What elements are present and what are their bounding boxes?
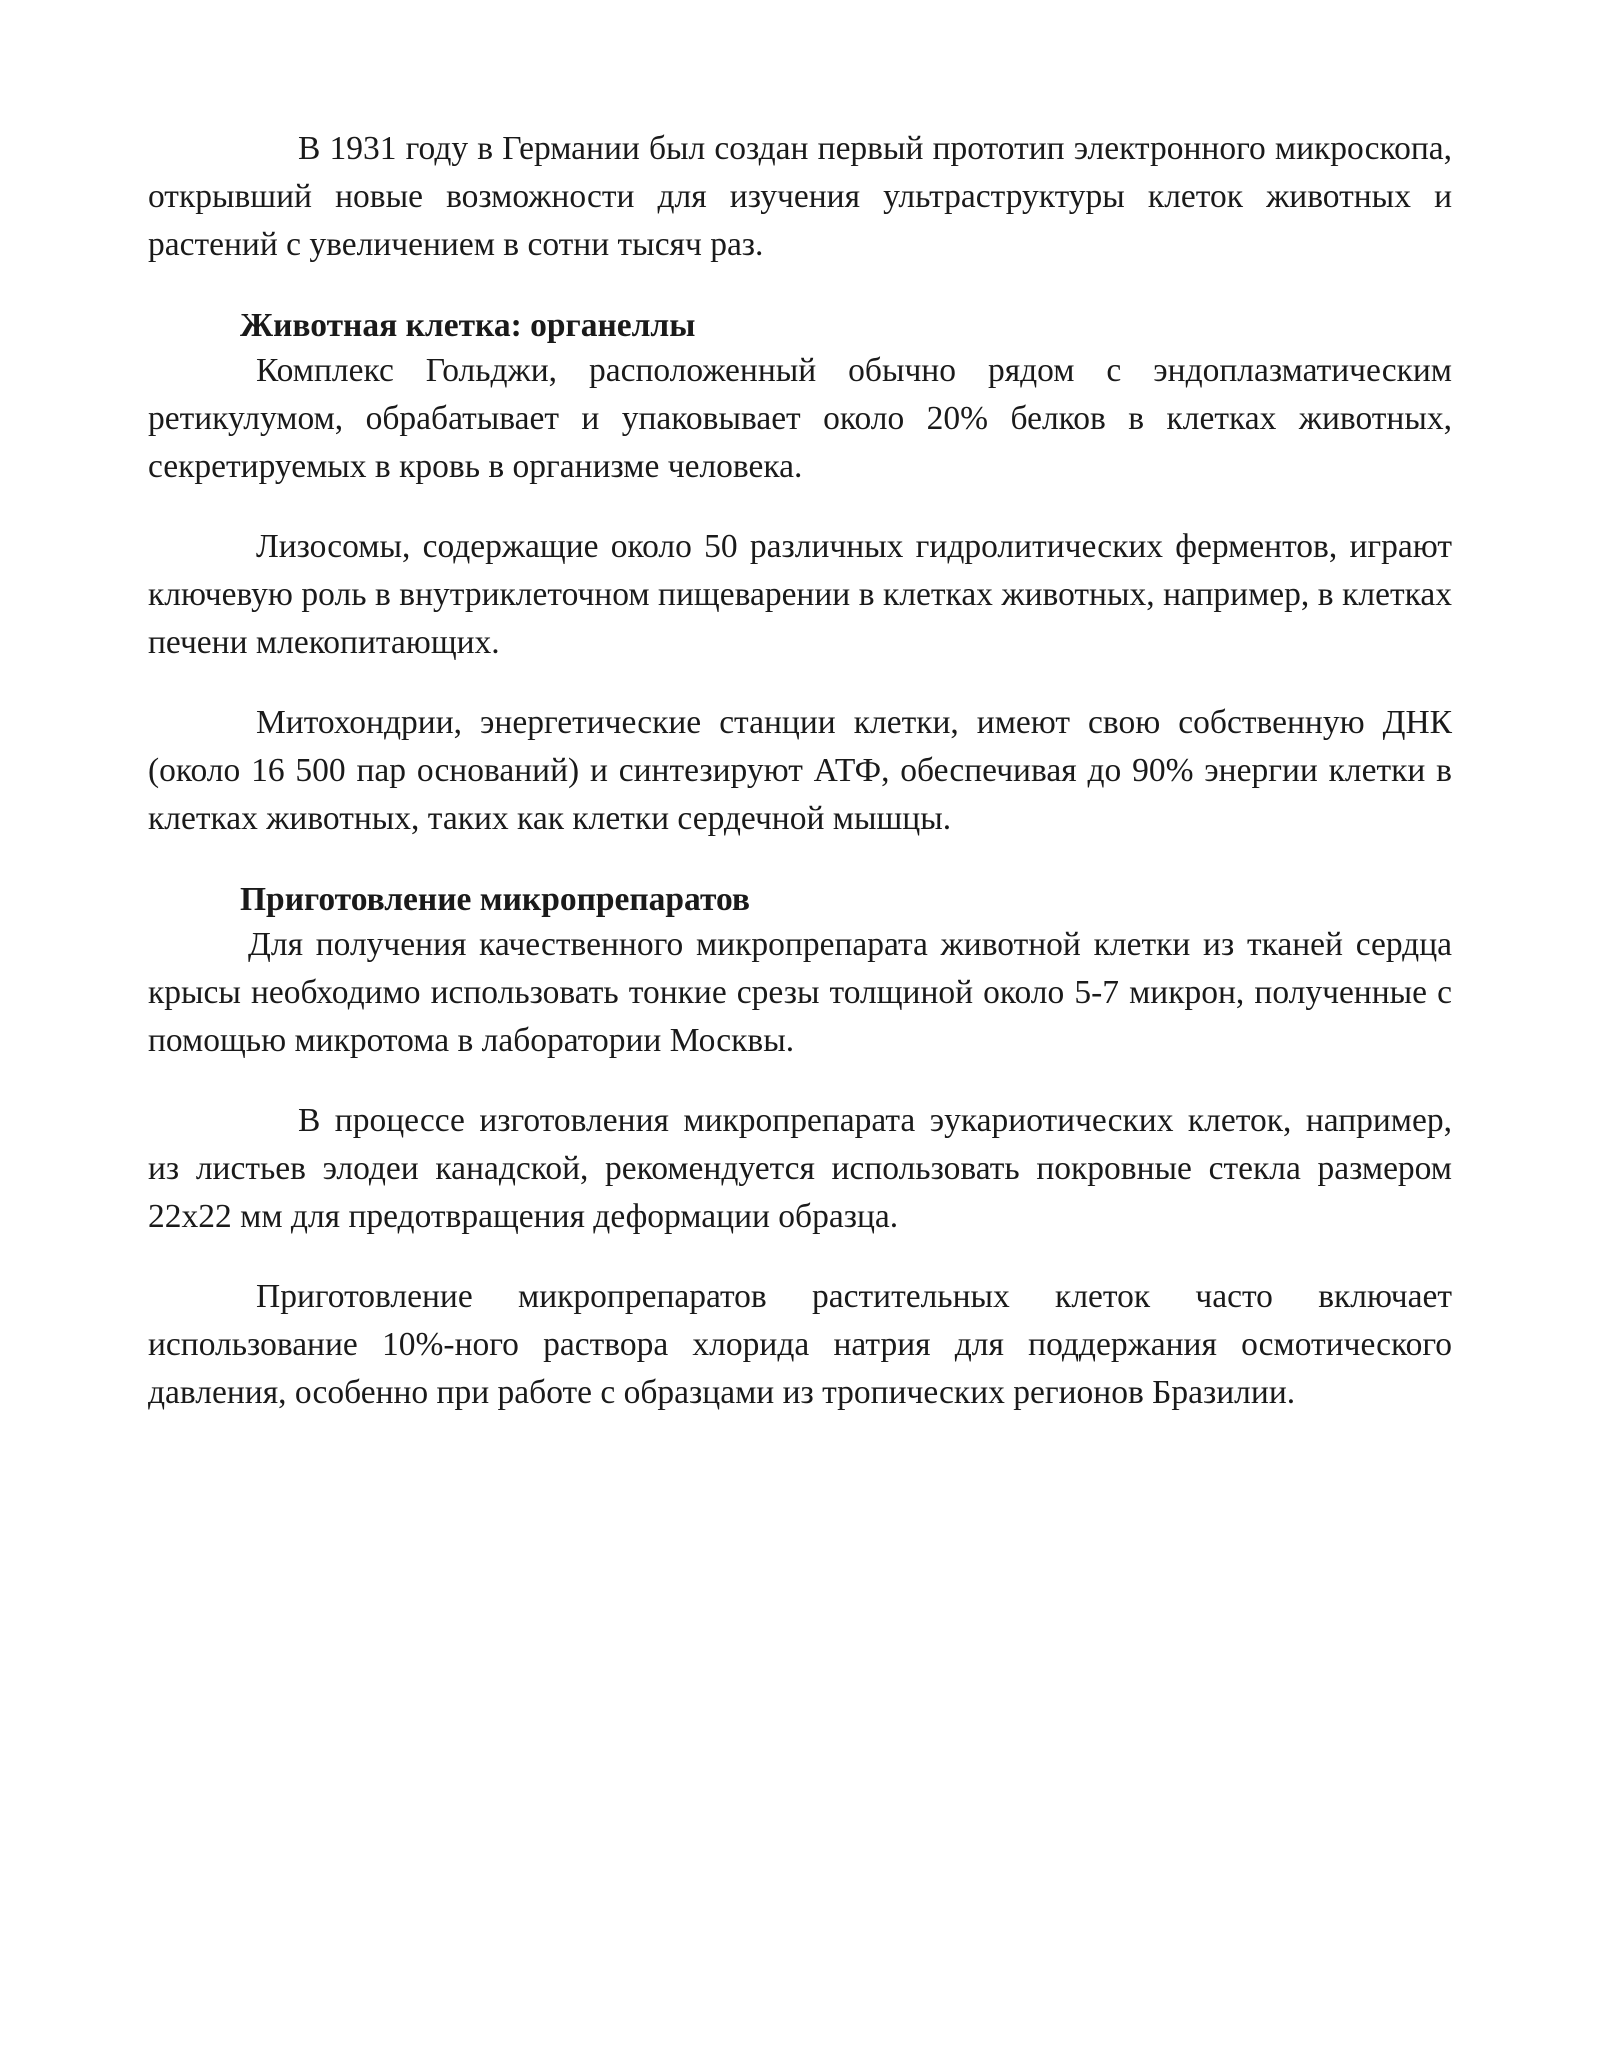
- paragraph-saline-solution: Приготовление микропрепаратов растительных клеток часто включает использование 10%-ного раствора хлорида натрия для поддержания осмотического давления, особенно при работе с образцами из тропических регионов Бразилии.: [148, 1278, 1452, 1411]
- paragraph-lysosomes: Лизосомы, содержащие около 50 различных гидролитических ферментов, играют ключевую роль в внутриклеточном пищеварении в клетках животных, например, в клетках печени млекопитающих.: [148, 528, 1452, 661]
- section-heading-slide-preparation: Приготовление микропрепаратов: [240, 881, 750, 918]
- document-body: [148, 125, 1452, 1449]
- paragraph-mitochondria: Митохондрии, энергетические станции клетки, имеют свою собственную ДНК (около 16 500 пар оснований) и синтезируют АТФ, обеспечивая до 90% энергии клетки в клетках животных, таких как клетки сердечной мышцы.: [148, 704, 1452, 837]
- paragraph-golgi: Комплекс Гольджи, расположенный обычно рядом с эндоплазматическим ретикулумом, обрабатывает и упаковывает около 20% белков в клетках животных, секретируемых в кровь в организме человека.: [148, 352, 1452, 485]
- section-heading-animal-cell: Животная клетка: органеллы: [240, 307, 696, 344]
- paragraph-rat-heart-sections: Для получения качественного микропрепарата животной клетки из тканей сердца крысы необходимо использовать тонкие срезы толщиной около 5-7 микрон, полученные с помощью микротома в лаборатории Москвы.: [148, 926, 1452, 1059]
- paragraph-elodea-coverslips: В процессе изготовления микропрепарата эукариотических клеток, например, из листьев элодеи канадской, рекомендуется использовать покровные стекла размером 22x22 мм для предотвращения деформации образца.: [148, 1102, 1452, 1235]
- intro-paragraph: В 1931 году в Германии был создан первый прототип электронного микроскопа, открывший новые возможности для изучения ультраструктуры клеток животных и растений с увеличением в сотни тысяч раз.: [148, 130, 1452, 263]
